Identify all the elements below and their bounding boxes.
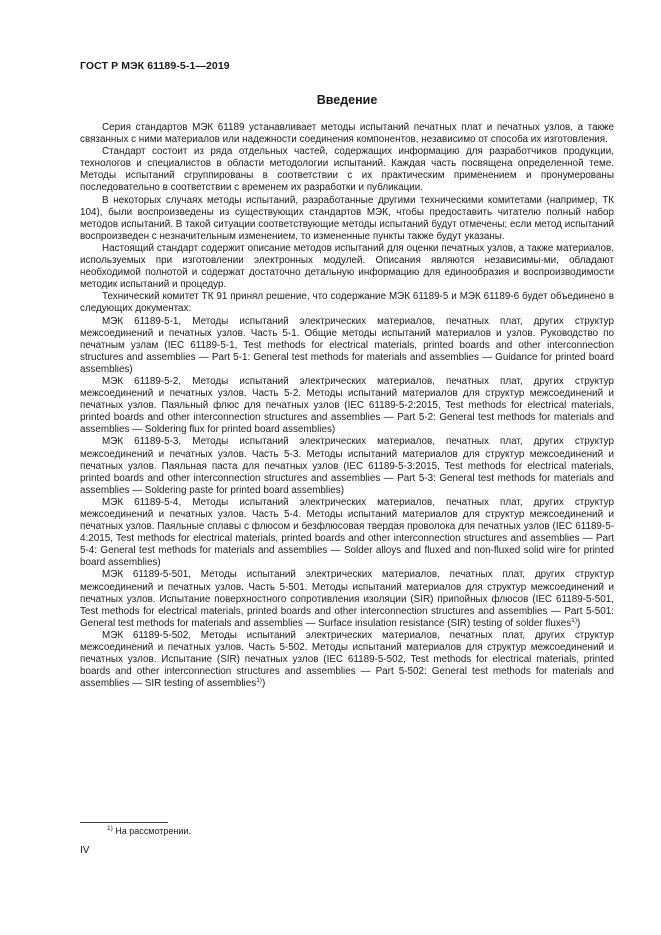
paragraph	[80, 291, 614, 315]
paragraph-ending: )	[577, 617, 581, 629]
footnote-mark: 1)	[107, 825, 113, 832]
paragraph	[80, 243, 614, 291]
paragraph-reference	[80, 630, 614, 690]
paragraph-reference	[80, 569, 614, 629]
paragraph-text: Технический комитет ТК 91 принял решение, что содержание МЭК 61189-5 и МЭК 61189-6 будет объединено в следующих документах:	[80, 291, 614, 315]
paragraph-text: МЭК 61189-5-3, Методы испытаний электрических материалов, печатных плат, других структур межсоединений и печатных узлов. Часть 5-3. Методы испытаний материалов для структур межсоединений и печатных узлов. Паяльная паста для печатных узлов (IEC 61189-5-3:2015, Test methods for electrical materials, printed boards and other interconnection structures and assemblies — Part 5-3: General test methods for materials and assemblies — Soldering paste for printed board assemblies)	[80, 436, 614, 496]
paragraph-text: МЭК 61189-5-2, Методы испытаний электрических материалов, печатных плат, других структур межсоединений и печатных узлов. Часть 5-2. Методы испытаний материалов для структур межсоединений и печатных узлов. Паяльный флюс для печатных узлов (IEC 61189-5-2:2015, Test methods for electrical materials, printed boards and other interconnection structures and assemblies — Part 5-2: General test methods for materials and assemblies — Soldering flux for printed board assemblies)	[80, 375, 614, 436]
footnote	[107, 826, 191, 836]
paragraph	[80, 195, 614, 243]
document-body	[80, 122, 614, 690]
paragraph-reference	[80, 376, 614, 436]
footnote-text: На рассмотрении.	[112, 826, 191, 836]
paragraph-text: МЭК 61189-5-501, Методы испытаний электрических материалов, печатных плат, других структур межсоединений и печатных узлов. Часть 5-501. Методы испытаний материалов для структур межсоединений и печатных узлов. Испытание поверхностного сопротивления изоляции (SIR) припойных флюсов (IEC 61189-5-501, Test methods for electrical materials, printed boards and other interconnection structures and assemblies — Part 5-501: General test methods for materials and assemblies — Surface insulation resistance (SIR) testing of solder fluxes	[80, 569, 614, 629]
footnote-ref: 1)	[256, 677, 262, 685]
paragraph-ending: )	[261, 678, 266, 690]
section-title: Введение	[316, 93, 378, 107]
page-number: IV	[80, 845, 90, 856]
document-code: ГОСТ Р МЭК 61189-5-1—2019	[80, 60, 230, 72]
paragraph	[80, 122, 614, 146]
paragraph-text: МЭК 61189-5-4, Методы испытаний электрических материалов, печатных плат, других структур межсоединений и печатных узлов. Часть 5-4. Методы испытаний материалов для структур межсоединений и печатных узлов. Паяльные сплавы с флюсом и безфлюсовая твердая проволока для печатных узлов (IEC 61189-5-4:2015, Test methods for electrical materials, printed boards and other interconnection structures and assemblies — Part 5-4: General test methods for materials and assemblies — Solder alloys and fluxed and non-fluxed solid wire for printed board assemblies)	[80, 496, 614, 569]
paragraph-text: МЭК 61189-5-502, Методы испытаний электрических материалов, печатных плат, других структур межсоединений и печатных узлов. Часть 5-502. Методы испытаний материалов для структур межсоединений и печатных узлов. Испытание (SIR) печатных узлов (IEC 61189-5-502, Test methods for electrical materials, printed boards and other interconnection structures and assemblies — Part 5-502: General test methods for materials and assemblies — SIR testing of assemblies	[80, 629, 614, 690]
paragraph-text: МЭК 61189-5-1, Методы испытаний электрических материалов, печатных плат, других структур межсоединений и печатных узлов. Часть 5-1. Общие методы испытаний материалов и узлов. Руководство по печатным узлам (IEC 61189-5-1, Test methods for electrical materials, printed boards and other interconnection structures and assemblies — Part 5-1: General test methods for materials and assemblies — Guidance for printed board assemblies)	[80, 315, 614, 375]
paragraph-text: Стандарт состоит из ряда отдельных частей, содержащих информацию для разработчиков продукции, технологов и специалистов в области методологии испытаний. Каждая часть посвящена определенной теме. Методы испытаний сгруппированы в соответствии с их практическим применением и пронумерованы последовательно в соответствии с временем их разработки и публикации.	[80, 146, 614, 194]
paragraph-reference	[80, 436, 614, 496]
paragraph-text: В некоторых случаях методы испытаний, разработанные другими техническими комитетами (например, ТК 104), были воспроизведены из существующих стандартов МЭК, чтобы предоставить читателю полный набор методов испытаний. В такой ситуации соответствующие методы испытаний будут отмечены; если метод испытаний воспроизведен с незначительным изменением, то измененные пункты также будут указаны.	[80, 194, 614, 242]
paragraph-reference	[80, 316, 614, 376]
paragraph-text: Серия стандартов МЭК 61189 устанавливает методы испытаний печатных плат и печатных узлов, а также связанных с ними материалов или надежности соединения компонентов, независимо от способа их изготовления.	[80, 122, 614, 146]
paragraph	[80, 146, 614, 194]
paragraph-text: Настоящий стандарт содержит описание методов испытаний для оценки печатных узлов, а также материалов, используемых при изготовлении электронных модулей. Описания являются независимы-ми, обладают необходимой полнотой и содержат достаточно детальную информацию для единообразия и воспроизводимости методик испытаний и процедур.	[80, 242, 614, 291]
footnote-ref: 1)	[571, 616, 578, 624]
footnote-divider	[80, 822, 168, 823]
paragraph-reference	[80, 497, 614, 570]
